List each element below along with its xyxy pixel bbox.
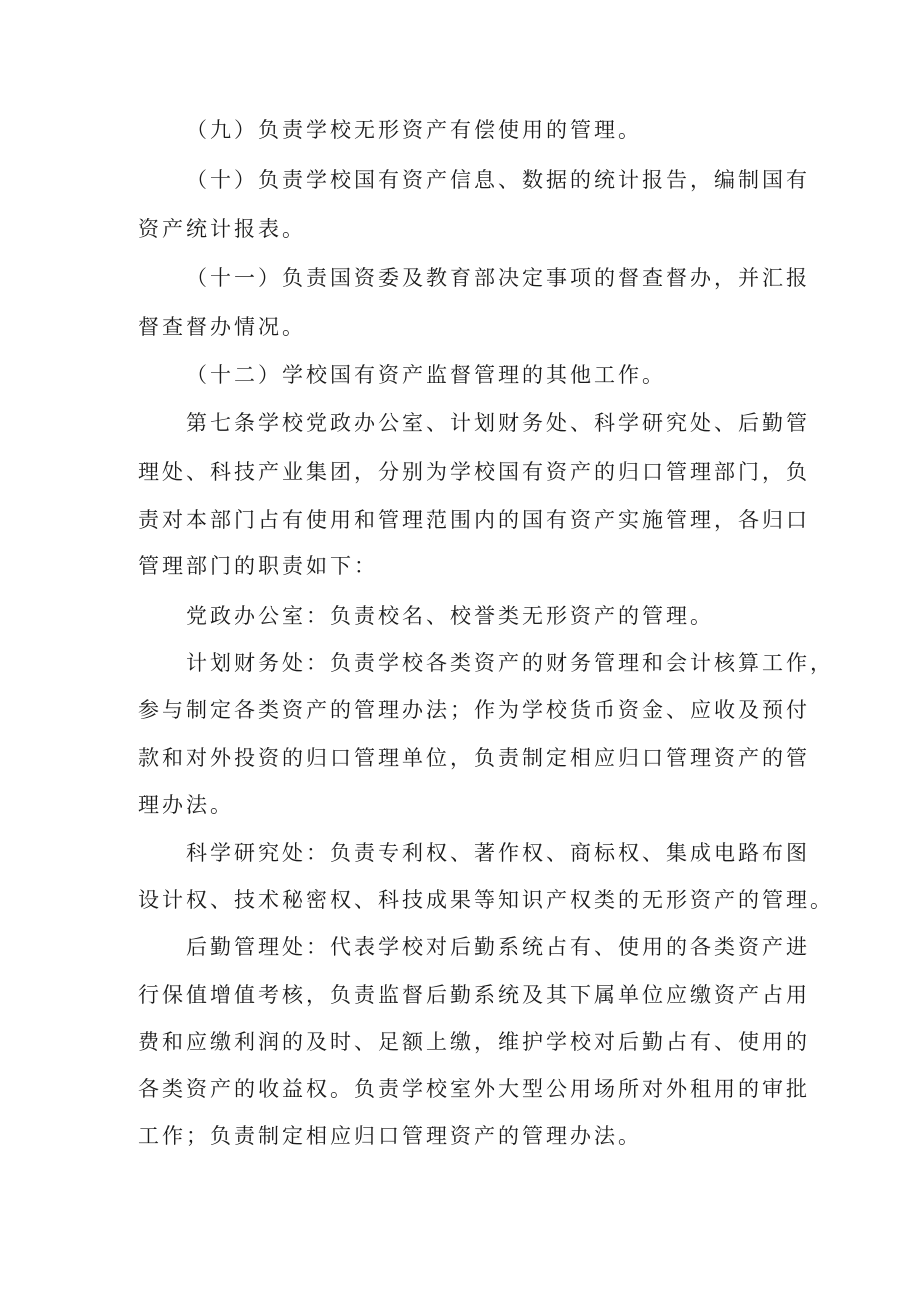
text-line: 计划财务处：负责学校各类资产的财务管理和会计核算工作， [186, 651, 834, 675]
text-line: 后勤管理处：代表学校对后勤系统占有、使用的各类资产进 [186, 935, 810, 959]
text-line: 参与制定各类资产的管理办法；作为学校货币资金、应收及预付 [138, 698, 810, 722]
text-line: 资产统计报表。 [138, 217, 306, 241]
text-line: （九）负责学校无形资产有偿使用的管理。 [186, 118, 642, 142]
text-line: （十）负责学校国有资产信息、数据的统计报告，编制国有 [186, 168, 810, 192]
text-line: 工作；负责制定相应归口管理资产的管理办法。 [138, 1124, 642, 1148]
text-line: 责对本部门占有使用和管理范围内的国有资产实施管理，各归口 [138, 508, 810, 532]
text-line: 第七条学校党政办公室、计划财务处、科学研究处、后勤管 [186, 411, 810, 435]
text-line: 各类资产的收益权。负责学校室外大型公用场所对外租用的审批 [138, 1077, 810, 1101]
text-line: 理处、科技产业集团，分别为学校国有资产的归口管理部门，负 [138, 460, 810, 484]
text-line: 设计权、技术秘密权、科技成果等知识产权类的无形资产的管理。 [138, 888, 834, 912]
text-line: 理办法。 [138, 793, 234, 817]
text-line: 管理部门的职责如下： [138, 554, 378, 578]
text-line: 党政办公室：负责校名、校誉类无形资产的管理。 [186, 604, 714, 628]
text-line: 科学研究处：负责专利权、著作权、商标权、集成电路布图 [186, 841, 810, 865]
text-line: 行保值增值考核，负责监督后勤系统及其下属单位应缴资产占用 [138, 983, 810, 1007]
text-line: 款和对外投资的归口管理单位，负责制定相应归口管理资产的管 [138, 746, 810, 770]
text-line: 费和应缴利润的及时、足额上缴，维护学校对后勤占有、使用的 [138, 1030, 810, 1054]
text-line: （十一）负责国资委及教育部决定事项的督查督办，并汇报 [186, 266, 810, 290]
text-line: （十二）学校国有资产监督管理的其他工作。 [186, 363, 666, 387]
text-line: 督查督办情况。 [138, 315, 306, 339]
